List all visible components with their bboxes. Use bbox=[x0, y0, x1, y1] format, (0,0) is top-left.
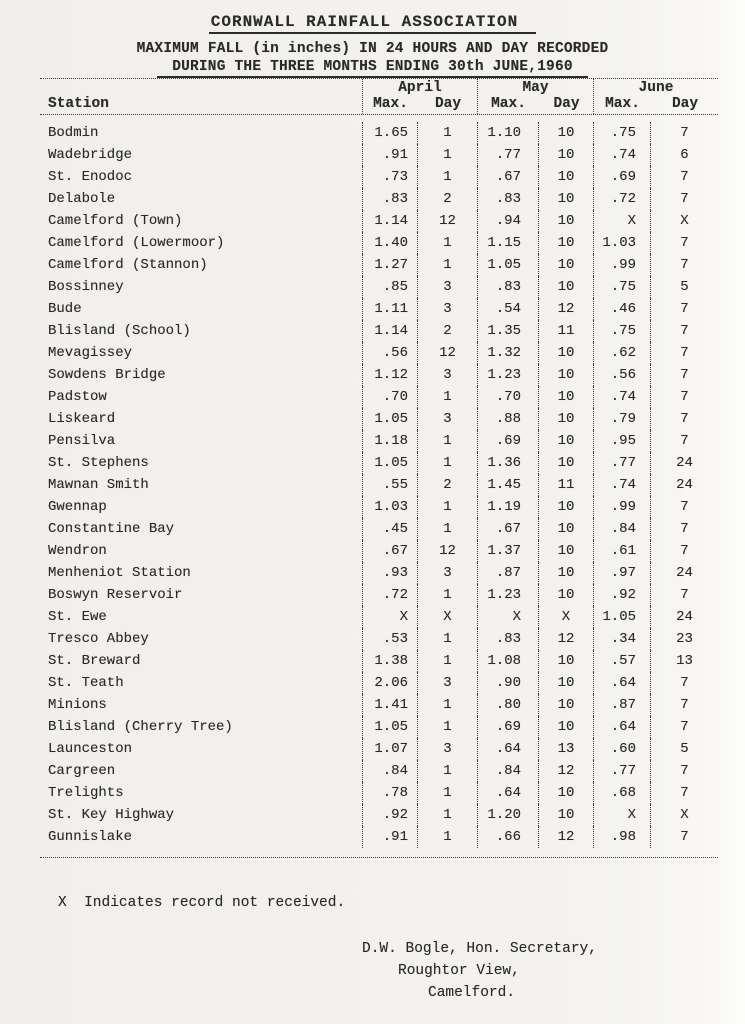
document-subtitle-line2: DURING THE THREE MONTHS ENDING 30th JUNE,1960 bbox=[157, 59, 588, 78]
may-day-cell: 10 bbox=[538, 254, 593, 276]
may-max-cell: .77 bbox=[477, 144, 538, 166]
may-subheaders bbox=[478, 96, 593, 112]
june-day-cell: 7 bbox=[650, 188, 718, 210]
table-row bbox=[40, 694, 718, 716]
station-cell: Wendron bbox=[48, 543, 107, 559]
june-day-cell: 5 bbox=[650, 276, 718, 298]
april-max-cell: 1.03 bbox=[362, 496, 417, 518]
signature-name-line: D.W. Bogle, Hon. Secretary, bbox=[362, 941, 597, 957]
june-max-cell: .92 bbox=[593, 584, 650, 606]
station-cell: Liskeard bbox=[48, 411, 116, 427]
may-day-cell: 10 bbox=[538, 518, 593, 540]
april-max-cell: 1.07 bbox=[362, 738, 417, 760]
april-day-cell: 1 bbox=[417, 584, 477, 606]
table-row bbox=[40, 650, 718, 672]
document-subtitle-line1: MAXIMUM FALL (in inches) IN 24 HOURS AND DAY RECORDED bbox=[136, 41, 609, 57]
may-day-cell: 10 bbox=[538, 584, 593, 606]
june-day-cell: 7 bbox=[650, 254, 718, 276]
june-max-cell: .46 bbox=[593, 298, 650, 320]
table-row bbox=[40, 760, 718, 782]
may-max-cell: 1.37 bbox=[477, 540, 538, 562]
table-row bbox=[40, 584, 718, 606]
april-day-cell: 1 bbox=[417, 496, 477, 518]
table-row bbox=[40, 606, 718, 628]
june-max-cell: .61 bbox=[593, 540, 650, 562]
table-row bbox=[40, 298, 718, 320]
may-max-cell: 1.19 bbox=[477, 496, 538, 518]
april-column-group bbox=[362, 79, 477, 114]
station-cell: Camelford (Stannon) bbox=[48, 257, 208, 273]
may-max-cell: .54 bbox=[477, 298, 538, 320]
june-day-cell: 24 bbox=[650, 606, 718, 628]
station-cell: Blisland (School) bbox=[48, 323, 191, 339]
april-day-cell: 3 bbox=[417, 298, 477, 320]
april-max-cell: .78 bbox=[362, 782, 417, 804]
june-subheaders bbox=[594, 96, 718, 112]
april-max-cell: 1.14 bbox=[362, 210, 417, 232]
june-max-cell: X bbox=[593, 804, 650, 826]
may-day-cell: 10 bbox=[538, 672, 593, 694]
station-cell: Wadebridge bbox=[48, 147, 133, 163]
april-day-cell: 2 bbox=[417, 188, 477, 210]
may-day-header: Day bbox=[553, 96, 580, 112]
june-day-cell: 24 bbox=[650, 562, 718, 584]
june-day-cell: 7 bbox=[650, 364, 718, 386]
june-max-cell: .34 bbox=[593, 628, 650, 650]
april-day-cell: 1 bbox=[417, 650, 477, 672]
june-max-cell: .57 bbox=[593, 650, 650, 672]
station-cell: Launceston bbox=[48, 741, 133, 757]
may-max-cell: .87 bbox=[477, 562, 538, 584]
june-day-cell: 7 bbox=[650, 408, 718, 430]
april-max-cell: .91 bbox=[362, 144, 417, 166]
table-row bbox=[40, 628, 718, 650]
station-cell: Minions bbox=[48, 697, 107, 713]
may-day-cell: 10 bbox=[538, 188, 593, 210]
april-max-cell: 1.41 bbox=[362, 694, 417, 716]
june-max-cell: .68 bbox=[593, 782, 650, 804]
may-max-cell: 1.32 bbox=[477, 342, 538, 364]
station-cell: St. Enodoc bbox=[48, 169, 133, 185]
may-day-cell: 10 bbox=[538, 496, 593, 518]
june-day-cell: 23 bbox=[650, 628, 718, 650]
june-day-cell: 7 bbox=[650, 342, 718, 364]
june-max-cell: .69 bbox=[593, 166, 650, 188]
april-day-cell: 1 bbox=[417, 694, 477, 716]
april-max-cell: 1.05 bbox=[362, 452, 417, 474]
signature-town-line: Camelford. bbox=[428, 985, 516, 1001]
may-max-cell: .70 bbox=[477, 386, 538, 408]
may-max-cell: .94 bbox=[477, 210, 538, 232]
may-day-cell: 12 bbox=[538, 826, 593, 848]
april-max-cell: 2.06 bbox=[362, 672, 417, 694]
april-day-cell: 1 bbox=[417, 386, 477, 408]
station-cell: St. Key Highway bbox=[48, 807, 175, 823]
april-day-cell: 3 bbox=[417, 364, 477, 386]
june-day-cell: 7 bbox=[650, 716, 718, 738]
station-cell: Cargreen bbox=[48, 763, 116, 779]
april-max-cell: 1.05 bbox=[362, 408, 417, 430]
june-day-cell: 7 bbox=[650, 540, 718, 562]
table-row bbox=[40, 540, 718, 562]
may-day-cell: 10 bbox=[538, 144, 593, 166]
april-max-cell: .56 bbox=[362, 342, 417, 364]
may-max-header: Max. bbox=[491, 96, 526, 112]
may-day-cell: 11 bbox=[538, 474, 593, 496]
june-max-cell: .99 bbox=[593, 496, 650, 518]
april-max-cell: 1.27 bbox=[362, 254, 417, 276]
june-max-cell: .77 bbox=[593, 760, 650, 782]
april-day-cell: 1 bbox=[417, 628, 477, 650]
may-max-cell: 1.08 bbox=[477, 650, 538, 672]
table-row bbox=[40, 562, 718, 584]
april-max-cell: 1.05 bbox=[362, 716, 417, 738]
station-cell: Constantine Bay bbox=[48, 521, 175, 537]
april-max-cell: .73 bbox=[362, 166, 417, 188]
may-max-cell: .64 bbox=[477, 738, 538, 760]
may-day-cell: 12 bbox=[538, 760, 593, 782]
may-day-cell: 10 bbox=[538, 430, 593, 452]
may-day-cell: 10 bbox=[538, 232, 593, 254]
june-day-cell: 13 bbox=[650, 650, 718, 672]
april-day-cell: 2 bbox=[417, 320, 477, 342]
june-max-cell: .95 bbox=[593, 430, 650, 452]
june-day-cell: 7 bbox=[650, 694, 718, 716]
april-max-header: Max. bbox=[373, 96, 408, 112]
may-max-cell: .66 bbox=[477, 826, 538, 848]
june-day-cell: 7 bbox=[650, 496, 718, 518]
station-cell: Pensilva bbox=[48, 433, 116, 449]
june-max-cell: .74 bbox=[593, 474, 650, 496]
station-cell: Gunnislake bbox=[48, 829, 133, 845]
may-max-cell: .83 bbox=[477, 276, 538, 298]
may-day-cell: 10 bbox=[538, 276, 593, 298]
station-cell: St. Ewe bbox=[48, 609, 107, 625]
may-day-cell: 10 bbox=[538, 342, 593, 364]
station-cell: Sowdens Bridge bbox=[48, 367, 166, 383]
june-max-cell: .98 bbox=[593, 826, 650, 848]
april-max-cell: 1.11 bbox=[362, 298, 417, 320]
june-max-cell: .74 bbox=[593, 386, 650, 408]
may-max-cell: 1.35 bbox=[477, 320, 538, 342]
station-cell: Gwennap bbox=[48, 499, 107, 515]
may-day-cell: 10 bbox=[538, 452, 593, 474]
table-row bbox=[40, 188, 718, 210]
april-day-cell: 1 bbox=[417, 166, 477, 188]
station-cell: Delabole bbox=[48, 191, 116, 207]
april-day-cell: 3 bbox=[417, 562, 477, 584]
may-max-cell: .69 bbox=[477, 430, 538, 452]
june-max-cell: .75 bbox=[593, 276, 650, 298]
table-row bbox=[40, 452, 718, 474]
table-row bbox=[40, 672, 718, 694]
station-cell: Camelford (Town) bbox=[48, 213, 183, 229]
may-day-cell: 13 bbox=[538, 738, 593, 760]
april-max-cell: .45 bbox=[362, 518, 417, 540]
april-max-cell: 1.12 bbox=[362, 364, 417, 386]
station-column-header: Station bbox=[48, 96, 109, 112]
may-day-cell: 10 bbox=[538, 408, 593, 430]
may-day-cell: 12 bbox=[538, 298, 593, 320]
april-max-cell: X bbox=[362, 606, 417, 628]
may-max-cell: .67 bbox=[477, 518, 538, 540]
may-max-cell: .88 bbox=[477, 408, 538, 430]
may-day-cell: 10 bbox=[538, 386, 593, 408]
june-day-cell: X bbox=[650, 210, 718, 232]
june-day-cell: 5 bbox=[650, 738, 718, 760]
april-max-cell: .92 bbox=[362, 804, 417, 826]
may-max-cell: .90 bbox=[477, 672, 538, 694]
april-max-cell: .70 bbox=[362, 386, 417, 408]
may-max-cell: X bbox=[477, 606, 538, 628]
table-row bbox=[40, 115, 718, 144]
station-cell: Bude bbox=[48, 301, 82, 317]
station-cell: Bossinney bbox=[48, 279, 124, 295]
may-day-cell: X bbox=[538, 606, 593, 628]
april-day-cell: 12 bbox=[417, 210, 477, 232]
may-day-cell: 11 bbox=[538, 320, 593, 342]
station-cell: Mawnan Smith bbox=[48, 477, 149, 493]
june-day-header: Day bbox=[671, 96, 699, 112]
april-day-cell: 12 bbox=[417, 342, 477, 364]
april-day-cell: 3 bbox=[417, 408, 477, 430]
june-day-cell: 7 bbox=[650, 386, 718, 408]
april-max-cell: .55 bbox=[362, 474, 417, 496]
june-max-cell: .75 bbox=[593, 320, 650, 342]
june-day-cell: 7 bbox=[650, 782, 718, 804]
june-day-cell: 7 bbox=[650, 430, 718, 452]
april-max-cell: .91 bbox=[362, 826, 417, 848]
june-day-cell: 6 bbox=[650, 144, 718, 166]
june-day-cell: 7 bbox=[650, 672, 718, 694]
may-day-cell: 10 bbox=[538, 122, 593, 144]
table-row bbox=[40, 276, 718, 298]
may-day-cell: 10 bbox=[538, 694, 593, 716]
table-row bbox=[40, 782, 718, 804]
april-day-cell: 1 bbox=[417, 232, 477, 254]
table-row bbox=[40, 232, 718, 254]
table-bottom-rule bbox=[40, 857, 718, 858]
may-day-cell: 10 bbox=[538, 540, 593, 562]
table-row bbox=[40, 518, 718, 540]
may-max-cell: .80 bbox=[477, 694, 538, 716]
june-day-cell: 7 bbox=[650, 320, 718, 342]
april-max-cell: .72 bbox=[362, 584, 417, 606]
april-subheaders bbox=[363, 96, 477, 112]
june-max-cell: .62 bbox=[593, 342, 650, 364]
may-max-cell: .69 bbox=[477, 716, 538, 738]
may-max-cell: .84 bbox=[477, 760, 538, 782]
may-day-cell: 10 bbox=[538, 166, 593, 188]
june-max-cell: .75 bbox=[593, 122, 650, 144]
april-day-cell: 1 bbox=[417, 760, 477, 782]
june-max-cell: 1.03 bbox=[593, 232, 650, 254]
june-column-group bbox=[593, 79, 718, 114]
table-row bbox=[40, 320, 718, 342]
april-day-cell: 1 bbox=[417, 716, 477, 738]
table-row bbox=[40, 738, 718, 760]
station-cell: Bodmin bbox=[48, 125, 99, 141]
station-cell: St. Teath bbox=[48, 675, 124, 691]
april-max-cell: 1.40 bbox=[362, 232, 417, 254]
april-max-cell: 1.38 bbox=[362, 650, 417, 672]
may-max-cell: 1.23 bbox=[477, 584, 538, 606]
april-max-cell: 1.14 bbox=[362, 320, 417, 342]
table-row bbox=[40, 826, 718, 857]
april-max-cell: .67 bbox=[362, 540, 417, 562]
station-cell: Trelights bbox=[48, 785, 124, 801]
june-max-cell: .64 bbox=[593, 672, 650, 694]
april-day-cell: 1 bbox=[417, 430, 477, 452]
document-title: CORNWALL RAINFALL ASSOCIATION bbox=[209, 13, 536, 34]
june-day-cell: 7 bbox=[650, 518, 718, 540]
april-day-cell: 1 bbox=[417, 254, 477, 276]
june-max-cell: .97 bbox=[593, 562, 650, 584]
april-day-cell: 3 bbox=[417, 672, 477, 694]
may-day-cell: 10 bbox=[538, 210, 593, 232]
may-max-cell: 1.10 bbox=[477, 122, 538, 144]
april-day-cell: 2 bbox=[417, 474, 477, 496]
april-day-cell: 1 bbox=[417, 122, 477, 144]
june-max-header: Max. bbox=[605, 96, 640, 112]
april-day-cell: 1 bbox=[417, 826, 477, 848]
june-max-cell: .56 bbox=[593, 364, 650, 386]
april-month-label: April bbox=[398, 80, 442, 96]
may-day-cell: 10 bbox=[538, 364, 593, 386]
june-max-cell: X bbox=[593, 210, 650, 232]
april-day-cell: X bbox=[417, 606, 477, 628]
april-max-cell: .85 bbox=[362, 276, 417, 298]
may-max-cell: 1.20 bbox=[477, 804, 538, 826]
april-max-cell: .84 bbox=[362, 760, 417, 782]
table-row bbox=[40, 144, 718, 166]
table-header bbox=[40, 78, 718, 115]
table-row bbox=[40, 364, 718, 386]
june-month-label: June bbox=[638, 80, 674, 96]
may-day-cell: 10 bbox=[538, 650, 593, 672]
title-block bbox=[0, 13, 745, 78]
may-max-cell: 1.05 bbox=[477, 254, 538, 276]
april-max-cell: .93 bbox=[362, 562, 417, 584]
may-day-cell: 12 bbox=[538, 628, 593, 650]
station-cell: St. Stephens bbox=[48, 455, 149, 471]
june-max-cell: .84 bbox=[593, 518, 650, 540]
june-day-cell: 7 bbox=[650, 760, 718, 782]
april-max-cell: 1.65 bbox=[362, 122, 417, 144]
june-max-cell: .64 bbox=[593, 716, 650, 738]
station-cell: Mevagissey bbox=[48, 345, 133, 361]
april-day-cell: 3 bbox=[417, 276, 477, 298]
may-max-cell: .83 bbox=[477, 628, 538, 650]
june-day-cell: 7 bbox=[650, 232, 718, 254]
table-body bbox=[40, 115, 718, 857]
june-day-cell: 7 bbox=[650, 298, 718, 320]
table-row bbox=[40, 210, 718, 232]
may-day-cell: 10 bbox=[538, 716, 593, 738]
may-max-cell: .83 bbox=[477, 188, 538, 210]
june-max-cell: .77 bbox=[593, 452, 650, 474]
april-day-cell: 1 bbox=[417, 782, 477, 804]
april-day-cell: 3 bbox=[417, 738, 477, 760]
station-cell: Menheniot Station bbox=[48, 565, 191, 581]
april-day-header: Day bbox=[434, 96, 462, 112]
june-day-cell: 24 bbox=[650, 452, 718, 474]
june-max-cell: .60 bbox=[593, 738, 650, 760]
june-max-cell: .74 bbox=[593, 144, 650, 166]
june-day-cell: 7 bbox=[650, 122, 718, 144]
april-day-cell: 1 bbox=[417, 144, 477, 166]
may-day-cell: 10 bbox=[538, 562, 593, 584]
april-max-cell: .53 bbox=[362, 628, 417, 650]
table-row bbox=[40, 496, 718, 518]
june-day-cell: X bbox=[650, 804, 718, 826]
may-day-cell: 10 bbox=[538, 804, 593, 826]
station-cell: Camelford (Lowermoor) bbox=[48, 235, 225, 251]
station-cell: St. Breward bbox=[48, 653, 141, 669]
may-max-cell: 1.15 bbox=[477, 232, 538, 254]
april-day-cell: 1 bbox=[417, 518, 477, 540]
signature-address-line: Roughtor View, bbox=[398, 963, 520, 979]
may-max-cell: .67 bbox=[477, 166, 538, 188]
station-cell: Padstow bbox=[48, 389, 107, 405]
april-day-cell: 1 bbox=[417, 452, 477, 474]
may-month-label: May bbox=[522, 80, 549, 96]
june-day-cell: 7 bbox=[650, 166, 718, 188]
station-cell: Boswyn Reservoir bbox=[48, 587, 183, 603]
may-max-cell: 1.23 bbox=[477, 364, 538, 386]
may-max-cell: 1.45 bbox=[477, 474, 538, 496]
station-cell: Blisland (Cherry Tree) bbox=[48, 719, 233, 735]
table-row bbox=[40, 474, 718, 496]
table-row bbox=[40, 716, 718, 738]
june-max-cell: .87 bbox=[593, 694, 650, 716]
june-max-cell: .72 bbox=[593, 188, 650, 210]
june-day-cell: 7 bbox=[650, 584, 718, 606]
june-day-cell: 24 bbox=[650, 474, 718, 496]
table-row bbox=[40, 386, 718, 408]
signature-block bbox=[362, 938, 597, 1004]
may-day-cell: 10 bbox=[538, 782, 593, 804]
may-column-group bbox=[477, 79, 593, 114]
table-row bbox=[40, 254, 718, 276]
june-max-cell: .99 bbox=[593, 254, 650, 276]
table-row bbox=[40, 342, 718, 364]
rainfall-table bbox=[40, 78, 718, 857]
may-max-cell: .64 bbox=[477, 782, 538, 804]
may-max-cell: 1.36 bbox=[477, 452, 538, 474]
june-max-cell: .79 bbox=[593, 408, 650, 430]
april-max-cell: .83 bbox=[362, 188, 417, 210]
station-cell: Tresco Abbey bbox=[48, 631, 149, 647]
june-max-cell: 1.05 bbox=[593, 606, 650, 628]
table-row bbox=[40, 804, 718, 826]
april-day-cell: 12 bbox=[417, 540, 477, 562]
table-row bbox=[40, 166, 718, 188]
april-max-cell: 1.18 bbox=[362, 430, 417, 452]
table-row bbox=[40, 430, 718, 452]
april-day-cell: 1 bbox=[417, 804, 477, 826]
footnote: X Indicates record not received. bbox=[58, 895, 346, 911]
june-day-cell: 7 bbox=[650, 826, 718, 848]
table-row bbox=[40, 408, 718, 430]
